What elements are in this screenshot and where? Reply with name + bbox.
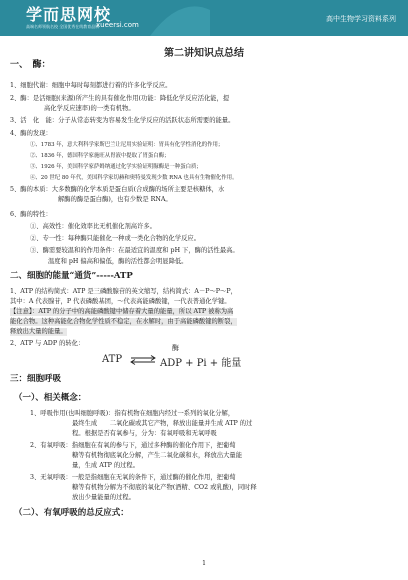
document-title: 第二讲知识点总结: [164, 48, 244, 59]
logo-text: 学而思网校: [26, 5, 112, 24]
text-line: 其中：A 代表腺苷，P 代表磷酸基团，～代表高能磷酸键，一代表普通化学键。: [10, 298, 231, 305]
text-line: 糖等有机物彻底氧化分解，产生二氧化碳和水，释放出大量能: [72, 452, 243, 459]
property-item: ③、酶需要较温和的作用条件：在最适宜的温度和 pH 下，酶的活性最高。: [30, 247, 239, 254]
series-title: 高中生物学习资料系列: [326, 15, 396, 23]
text-line: 糖等有机物分解为不彻底的氧化产物(酒精、CO2 或乳酸)，同时释: [72, 484, 257, 491]
property-item: ②、专一性：每种酶只能催化一种或一类化合物的化学反应。: [30, 235, 201, 242]
text-line: 4、酶的发现：: [10, 130, 52, 137]
equation-left: ATP: [102, 354, 123, 365]
note-line: 【注意】：ATP 的分子中的高能磷酸键中储存着大量的能量，所以 ATP 被称为高: [10, 308, 234, 315]
text-line: 3、活 化 能：分子从常态转变为容易发生化学反应的活跃状态所需要的能量。: [10, 117, 235, 124]
text-line: 量，生成 ATP 的过程。: [72, 462, 140, 469]
text-line: 程。根据是否有氧参与，分为：有氧呼吸和无氧呼吸: [72, 430, 217, 437]
page-number: 1: [202, 560, 206, 567]
property-item: ①、高效性：催化效率比无机催化剂高许多。: [30, 223, 156, 230]
text-line: 3、无氧呼吸：一般是指细胞在无氧的条件下，通过酶的催化作用，把葡萄: [30, 474, 236, 481]
discovery-item: ①、1783 年，意大利科学家斯巴兰让尼用实验证明：胃具有化学性消化的作用；: [30, 142, 224, 148]
text-line: 2、ATP 与 ADP 的转化：: [10, 340, 85, 347]
section-heading-enzyme: 一、 酶：: [10, 60, 51, 70]
property-item: 温度和 pH 偏高和偏低，酶的活性都会明显降低。: [48, 258, 188, 265]
logo-tagline: 高端名师领航名校 全国优秀在线教育品牌: [26, 24, 100, 29]
discovery-item: ④、20 世纪 80 年代，美国科学家切赫和奥特曼发现少数 RNA 也具有生物催化作用。: [30, 175, 238, 181]
text-line: 解酶的酶是蛋白酶)，也有少数是 RNA。: [58, 196, 172, 203]
site-domain: xueersi.com: [96, 21, 139, 29]
text-line: 6、酶的特性：: [10, 211, 52, 218]
reversible-arrow-icon: [128, 355, 158, 365]
text-line: 1、呼吸作用(也叫细胞呼吸)：指有机物在细胞内经过一系列的氧化分解，: [30, 410, 235, 417]
subsection-heading-concepts: （一）、相关概念：: [14, 393, 87, 403]
text-line: 最终生成 二氧化碳或其它产物，释放出能量并生成 ATP 的过: [72, 420, 253, 427]
text-line: 1、ATP 的结构简式：ATP 是三磷酸腺苷的英文缩写，结构简式：A－P～P～P，: [10, 288, 237, 295]
section-heading-respiration: 三：细胞呼吸: [10, 374, 62, 384]
discovery-item: ③、1926 年，美国科学家萨姆纳通过化学实验证明脲酶是一种蛋白质；: [30, 164, 202, 170]
enzyme-label: 酶: [172, 344, 179, 352]
text-line: 高化学反应速率)的一类有机物。: [44, 105, 135, 112]
text-line: 1、细胞代谢：细胞中每时每刻都进行着的许多化学反应。: [10, 82, 172, 89]
text-line: 5、酶的本质：大多数酶的化学本质是蛋白质(合成酶的场所主要是核糖体，水: [10, 186, 225, 193]
discovery-item: ②、1836 年，德国科学家施旺从胃液中提取了胃蛋白酶；: [30, 153, 170, 159]
note-line: 能化合物。这种高能化合物化学性质不稳定，在水解时，由于高能磷酸键的断裂，: [10, 318, 237, 325]
page-header: [0, 0, 408, 36]
text-line: 放出少量能量的过程。: [72, 494, 135, 501]
equation-right: ADP + Pi + 能量: [160, 358, 242, 369]
header-arc-decoration: [150, 0, 210, 36]
atp-adp-equation: [102, 346, 302, 370]
note-line: 释放出大量的能量。: [10, 328, 67, 335]
subsection-heading-aerobic: （二）、有氧呼吸的总反应式：: [14, 508, 129, 518]
text-line: 2、酶：是活细胞(来源)所产生的具有催化作用(功能：降低化学反应活化能，提: [10, 95, 230, 102]
section-heading-atp: 二、细胞的能量“通货”-----ATP: [10, 271, 133, 281]
text-line: 2、有氧呼吸：指细胞在有氧的参与下，通过多种酶的催化作用下，把葡萄: [30, 442, 236, 449]
